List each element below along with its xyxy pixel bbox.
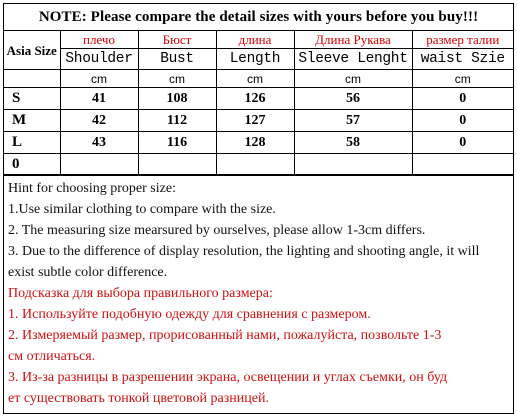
table-cell: 0 — [412, 88, 513, 110]
size-label: M — [4, 110, 60, 132]
table-cell: 42 — [60, 110, 138, 132]
col-header-en: waist Szie — [412, 49, 513, 70]
table-cell — [60, 154, 138, 175]
table-cell: 0 — [412, 110, 513, 132]
table-cell — [216, 154, 294, 175]
hint-line-ru: ет существовать тонкой цветовой разницей. — [8, 391, 269, 406]
table-cell: 127 — [216, 110, 294, 132]
col-header-en: Length — [216, 49, 294, 70]
unit-cell: cm — [412, 70, 513, 88]
size-label: 0 — [4, 154, 60, 175]
table-cell — [412, 154, 513, 175]
col-header-en: Sleeve Lenght — [294, 49, 412, 70]
table-row — [4, 110, 513, 132]
col-header-ru: Длина Рукава — [294, 31, 412, 49]
hint-title-en: Hint for choosing proper size: — [8, 181, 176, 196]
table-row — [4, 154, 513, 175]
hint-line-en: 3. Due to the difference of display resolution, the lighting and shooting angle, it will — [8, 244, 480, 259]
col-header-en: Bust — [138, 49, 216, 70]
hint-line-en: exist subtle color difference. — [8, 265, 168, 280]
table-cell — [294, 154, 412, 175]
size-label: S — [4, 88, 60, 110]
table-cell: 56 — [294, 88, 412, 110]
hint-line-ru: см отличаться. — [8, 349, 96, 364]
corner-label: Asia Size — [4, 31, 60, 70]
table-cell: 116 — [138, 132, 216, 154]
hint-line-ru: 1. Используйте подобную одежду для сравнения с размером. — [8, 307, 371, 322]
col-header-ru: размер талии — [412, 31, 513, 49]
hint-line-en: 2. The measuring size mearsured by ourselves, please allow 1-3cm differs. — [8, 223, 426, 238]
table-cell: 112 — [138, 110, 216, 132]
table-cell — [138, 154, 216, 175]
unit-cell: cm — [138, 70, 216, 88]
hint-line-en: 1.Use similar clothing to compare with the size. — [8, 202, 276, 217]
table-cell: 57 — [294, 110, 412, 132]
unit-cell: cm — [60, 70, 138, 88]
table-cell: 58 — [294, 132, 412, 154]
table-cell: 41 — [60, 88, 138, 110]
table-row — [4, 132, 513, 154]
hint-title-ru: Подсказка для выбора правильного размера: — [8, 286, 273, 301]
table-cell: 108 — [138, 88, 216, 110]
hint-line-ru: 2. Измеряемый размер, прорисованный нами, пожалуйста, позвольте 1-3 — [8, 328, 442, 343]
size-chart-sheet — [3, 3, 514, 414]
size-table — [4, 31, 513, 175]
hint-line-ru: 3. Из-за разницы в разрешении экрана, освещении и углах съемки, он буд — [8, 370, 448, 385]
col-header-en: Shoulder — [60, 49, 138, 70]
unit-cell-empty — [4, 70, 60, 88]
table-row — [4, 88, 513, 110]
size-hints — [4, 175, 513, 409]
note-banner: NOTE: Please compare the detail sizes with yours before you buy!!! — [4, 4, 513, 31]
unit-cell: cm — [294, 70, 412, 88]
table-cell: 43 — [60, 132, 138, 154]
size-label: L — [4, 132, 60, 154]
table-cell: 128 — [216, 132, 294, 154]
col-header-ru: длина — [216, 31, 294, 49]
col-header-ru: Бюст — [138, 31, 216, 49]
col-header-ru: плечо — [60, 31, 138, 49]
unit-cell: cm — [216, 70, 294, 88]
table-cell: 126 — [216, 88, 294, 110]
table-cell: 0 — [412, 132, 513, 154]
